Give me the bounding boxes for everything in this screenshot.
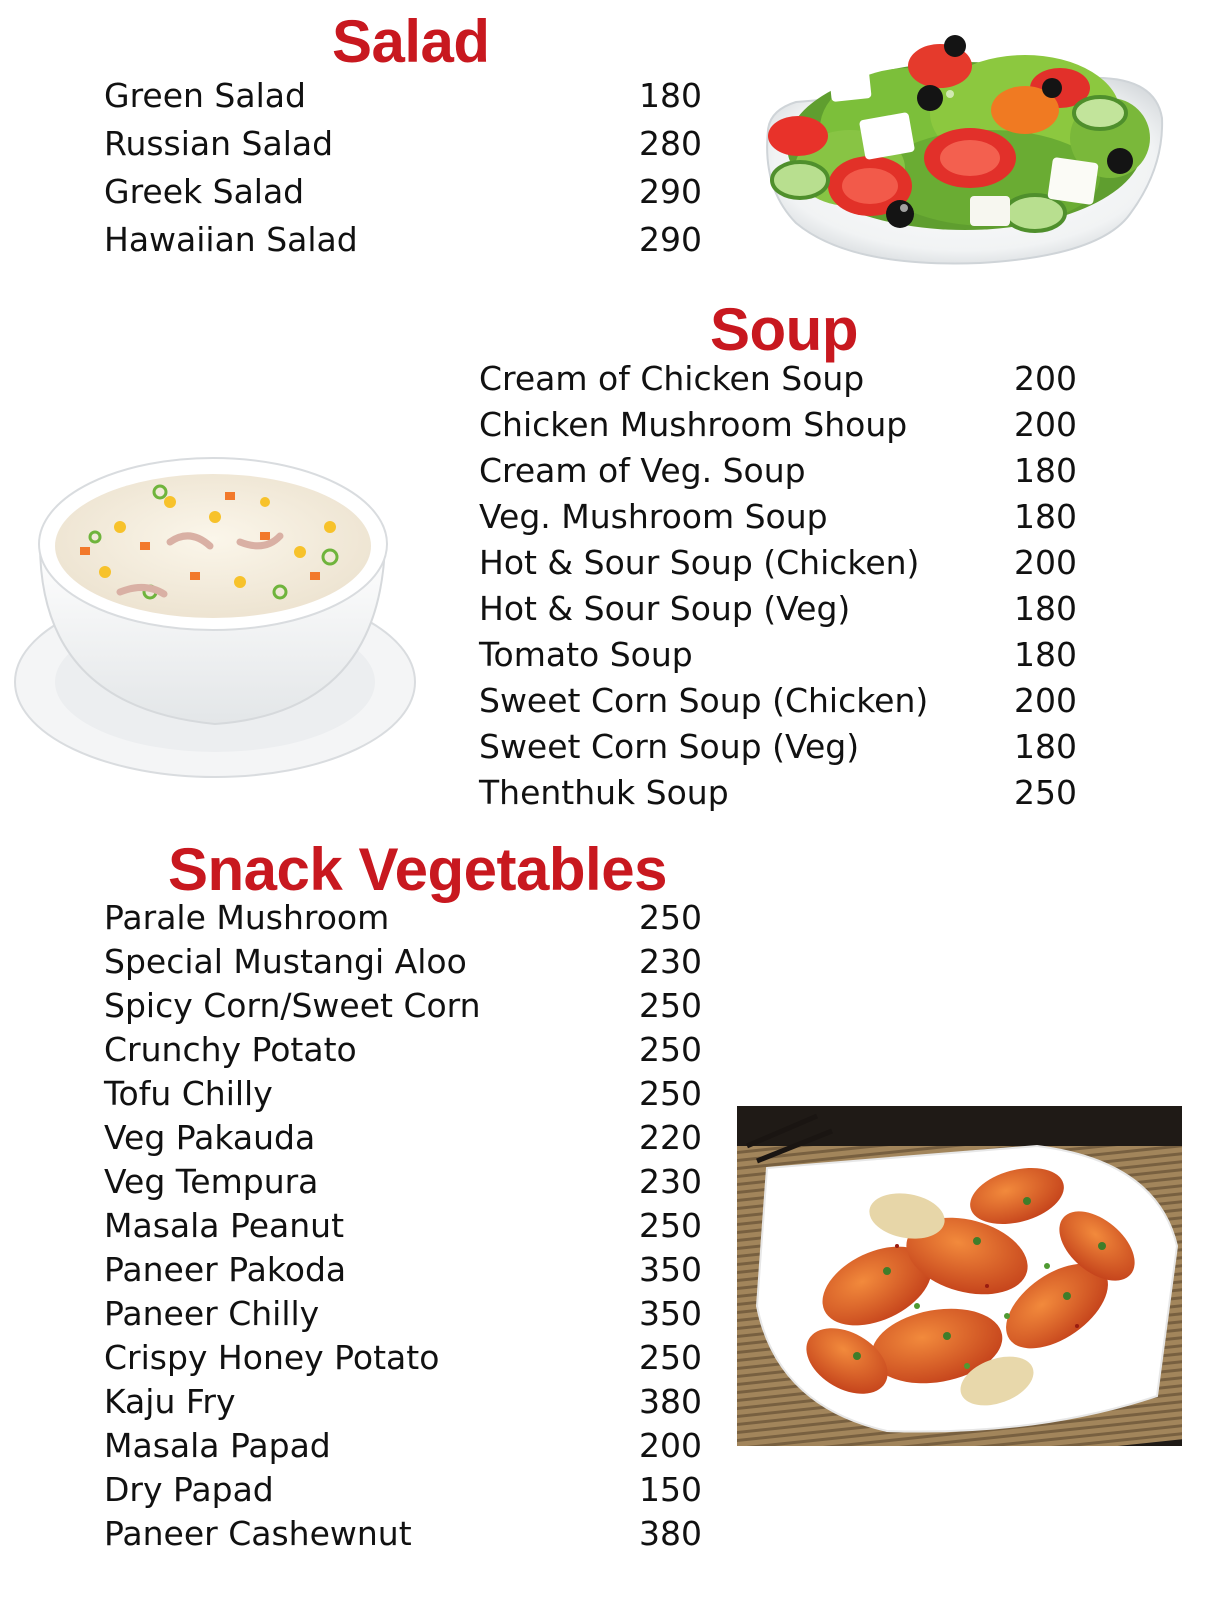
menu-item-price: 250 [639, 1338, 702, 1377]
menu-item-name: Sweet Corn Soup (Veg) [479, 727, 860, 766]
menu-item [104, 1072, 704, 1116]
menu-item-name: Veg Pakauda [104, 1118, 316, 1157]
menu-item-name: Paneer Chilly [104, 1294, 320, 1333]
menu-item-name: Hot & Sour Soup (Veg) [479, 589, 851, 628]
menu-item-price: 230 [639, 1162, 702, 1201]
menu-item [104, 940, 704, 984]
menu-item-price: 290 [639, 172, 702, 211]
menu-item-name: Veg. Mushroom Soup [479, 497, 828, 536]
menu-item-name: Green Salad [104, 76, 306, 115]
menu-item [104, 1248, 704, 1292]
menu-item-price: 200 [1014, 681, 1077, 720]
menu-item-price: 150 [639, 1470, 702, 1509]
menu-item [104, 1204, 704, 1248]
menu-item-name: Tofu Chilly [104, 1074, 273, 1113]
menu-item-price: 380 [639, 1514, 702, 1553]
menu-item [479, 356, 1079, 402]
menu-item-name: Paneer Cashewnut [104, 1514, 412, 1553]
menu-item [104, 1292, 704, 1336]
menu-item-name: Parale Mushroom [104, 898, 390, 937]
menu-item [104, 1424, 704, 1468]
menu-item [104, 1160, 704, 1204]
menu-item [104, 1336, 704, 1380]
menu-item-price: 250 [639, 1206, 702, 1245]
menu-item [479, 724, 1079, 770]
menu-item-price: 250 [639, 986, 702, 1025]
menu-item-price: 350 [639, 1250, 702, 1289]
menu-item-name: Masala Peanut [104, 1206, 345, 1245]
menu-item-price: 180 [1014, 451, 1077, 490]
menu-item-price: 220 [639, 1118, 702, 1157]
menu-item-name: Hot & Sour Soup (Chicken) [479, 543, 920, 582]
menu-item-name: Cream of Chicken Soup [479, 359, 865, 398]
salad-image [760, 18, 1170, 270]
snack-vegetables-list [104, 896, 704, 1556]
menu-item-price: 200 [1014, 543, 1077, 582]
menu-item-name: Masala Papad [104, 1426, 331, 1465]
snack-vegetables-heading: Snack Vegetables [168, 836, 667, 903]
menu-item-name: Kaju Fry [104, 1382, 236, 1421]
menu-item-name: Special Mustangi Aloo [104, 942, 467, 981]
soup-list [479, 356, 1079, 816]
menu-item-price: 250 [1014, 773, 1077, 812]
menu-item-price: 350 [639, 1294, 702, 1333]
menu-item-price: 180 [1014, 635, 1077, 674]
menu-item-price: 200 [1014, 359, 1077, 398]
menu-item [104, 1512, 704, 1556]
menu-item-price: 180 [1014, 589, 1077, 628]
menu-item-name: Cream of Veg. Soup [479, 451, 806, 490]
menu-item [104, 72, 704, 120]
menu-item-price: 380 [639, 1382, 702, 1421]
menu-item [104, 120, 704, 168]
menu-item-name: Crunchy Potato [104, 1030, 357, 1069]
menu-item-price: 180 [639, 76, 702, 115]
menu-item-price: 200 [1014, 405, 1077, 444]
menu-item-price: 230 [639, 942, 702, 981]
menu-item-name: Tomato Soup [479, 635, 693, 674]
menu-item [104, 1116, 704, 1160]
menu-item [104, 1380, 704, 1424]
menu-item-price: 250 [639, 898, 702, 937]
menu-item [104, 168, 704, 216]
menu-item [479, 632, 1079, 678]
salad-heading: Salad [332, 8, 490, 75]
menu-item [479, 678, 1079, 724]
menu-item-name: Crispy Honey Potato [104, 1338, 440, 1377]
menu-item-price: 250 [639, 1074, 702, 1113]
menu-item-name: Greek Salad [104, 172, 305, 211]
menu-item-price: 280 [639, 124, 702, 163]
menu-item-price: 290 [639, 220, 702, 259]
salad-list [104, 72, 704, 264]
menu-item-name: Chicken Mushroom Shoup [479, 405, 908, 444]
menu-item-name: Sweet Corn Soup (Chicken) [479, 681, 929, 720]
menu-item-name: Hawaiian Salad [104, 220, 358, 259]
soup-heading: Soup [710, 296, 858, 363]
menu-item-price: 200 [639, 1426, 702, 1465]
menu-item-name: Spicy Corn/Sweet Corn [104, 986, 481, 1025]
menu-item-price: 180 [1014, 727, 1077, 766]
menu-item [104, 1468, 704, 1512]
menu-item-name: Thenthuk Soup [479, 773, 729, 812]
menu-item [104, 984, 704, 1028]
menu-item-price: 180 [1014, 497, 1077, 536]
menu-item [479, 586, 1079, 632]
menu-item [104, 1028, 704, 1072]
menu-item-price: 250 [639, 1030, 702, 1069]
menu-item [479, 770, 1079, 816]
menu-item-name: Veg Tempura [104, 1162, 319, 1201]
menu-item-name: Paneer Pakoda [104, 1250, 347, 1289]
snack-vegetables-image [737, 1106, 1182, 1446]
soup-image [10, 432, 422, 807]
menu-item-name: Russian Salad [104, 124, 334, 163]
menu-item [104, 216, 704, 264]
menu-item [479, 402, 1079, 448]
menu-item [104, 896, 704, 940]
menu-item [479, 494, 1079, 540]
menu-item [479, 448, 1079, 494]
menu-item-name: Dry Papad [104, 1470, 274, 1509]
menu-item [479, 540, 1079, 586]
